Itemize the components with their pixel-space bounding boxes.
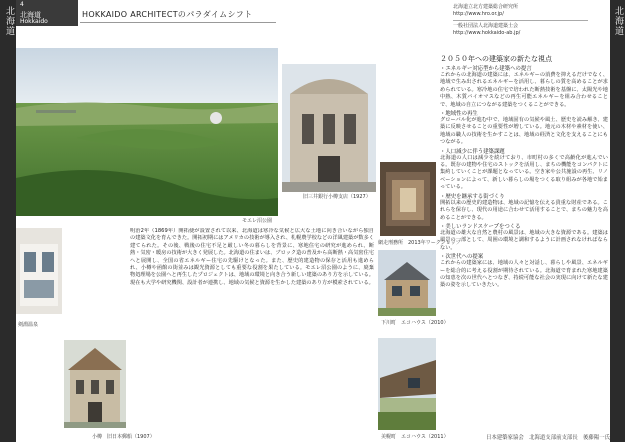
otaru-nyk-photo xyxy=(64,340,126,428)
info-org-2: 一般社団法人北海道建築士会 xyxy=(453,23,519,29)
author-credit: 日本建築家協会 北海道支部前支部長 後藤陽一氏 xyxy=(486,435,610,441)
abashiri-prison-photo xyxy=(380,162,436,236)
caption-moere-park: モエレ沼公園 xyxy=(242,218,273,224)
info-divider xyxy=(453,20,588,21)
bihoro-ecohouse-photo xyxy=(378,338,436,430)
right-sidebar-text: 北海道 xyxy=(613,6,623,36)
caption-kembuchi: 剣淵温泉 xyxy=(18,322,39,328)
shimokawa-ecohouse-photo xyxy=(378,250,436,316)
section-3-body: 北海道の人口は減少を続けており、市町村の多くで高齢化が進んでいる。既存の建物や住宅のストックを活用し、まちの機能をコンパクトに集約していくことが課題となっている。空き家や公共施設の再生、リノベーションによって、新しい暮らしの場をつくる取り組みが各地で始まっている。 xyxy=(440,154,608,191)
info-org-1: 北海道立北方建築総合研究所 xyxy=(453,4,519,10)
mitsui-bank-photo xyxy=(282,64,376,192)
section-2-body: グローバル化が進む中で、地域固有の気候や風土、歴史を読み解き、建築に反映させることの重要性が増している。地元の木材や素材を使い、地域の職人の技術を生かすことは、地域の経済と文化を支えることにもつながる。 xyxy=(440,117,608,146)
title-divider xyxy=(80,22,276,23)
caption-shimokawa: 下川町 エコハウス（2010） xyxy=(381,320,449,326)
section-4-heading: ・歴史を継承する街づくり xyxy=(440,193,505,200)
article-heading: ２０５０年への建築家の新たな視点 xyxy=(440,55,552,63)
caption-bihoro: 美幌町 エコハウス（2011） xyxy=(381,434,449,440)
intro-body-text: 明治2年（1869年）開拓使が設置されて以来、北海道は寒冷な気候と広大な土地に向き合いながら独自の建築文化を育んできた。開拓初期にはアメリカの技術が導入され、札幌農学校などの洋風建築が数多く建てられた。その後、戦後の住宅不足と厳しい冬の暮らしを背景に、寒地住宅の研究が進められ、断熱・気密・暖房の技術が大きく発展した。北海道の住まいは、ブロック造の普及から高断熱・高気密住宅へと展開し、全国の省エネルギー住宅の先駆けとなった。また、歴史的建造物の保存と活用も進められ、小樽や函館の街並みは観光資源としても重要な役割を果たしている。モエレ沼公園のように、廃棄物処理場を公園へと再生したプロジェクトは、地域の環境と向き合う新しい建築のあり方を示している。現在も大学や研究機関、設計者が連携し、地域の気候と資源を生かした建築のあり方が模索されている。 xyxy=(130,228,374,286)
region-header-block xyxy=(16,0,78,26)
section-5-heading: ・美しいランドスケープをつくる xyxy=(440,223,521,230)
section-5-body: 北海道の雄大な自然と農村の風景は、地域の大きな資源である。建築は風景の一部として、周囲の環境と調和するように計画されなければならない。 xyxy=(440,229,608,251)
region-name-en: Hokkaido xyxy=(20,18,48,25)
page-title: HOKKAIDO ARCHITECTのパラダイムシフト xyxy=(82,10,253,19)
section-4-body: 開拓以来の歴史的建造物は、地域の記憶を伝える貴重な財産である。これらを保存し、現代の用途に合わせて活用することで、まちの魅力を高めることができる。 xyxy=(440,199,608,221)
section-2-heading: ・地域性の再生 xyxy=(440,111,478,118)
section-number: 4 xyxy=(20,1,24,8)
article-column xyxy=(440,54,608,434)
info-url-2[interactable]: http://www.hokkaido-ab.jp/ xyxy=(453,30,521,36)
section-3-heading: ・人口減少に伴う建築課題 xyxy=(440,148,505,155)
right-sidebar-bar xyxy=(610,0,625,442)
info-url-1[interactable]: http://www.hro.or.jp/ xyxy=(453,11,504,17)
kembuchi-onsen-photo xyxy=(16,228,62,314)
section-6-body: これからの建築家には、地域の人々と対話し、暮らしや風景、エネルギーを総合的に考える役割が期待されている。北海道で育まれた寒地建築の知恵を次の世代へとつなぎ、持続可能な社会の実現に向けて新たな建築の姿を示していきたい。 xyxy=(440,260,608,289)
left-sidebar-text: 北海道 xyxy=(4,6,14,36)
caption-otaru-nyk: 小樽 旧日本郵船（1907） xyxy=(92,434,155,440)
section-6-heading: ・次世代への提案 xyxy=(440,254,484,261)
caption-abashiri: 網走刑務所 2013年ワークショップ xyxy=(378,240,461,246)
moere-park-photo xyxy=(16,48,278,216)
region-name-jp: 北海道 xyxy=(20,11,41,19)
section-1-body: これからの北海道の建築には、エネルギーの消費を抑えるだけでなく、地域で生み出されるエネルギーを活用し、暮らしの質を高めることが求められている。寒冷地の住宅で培われた断熱技術を基盤に、太陽光や地中熱、木質バイオマスなどの再生可能エネルギーを組み合わせることで、地域の自立につながる建築をつくることができる。 xyxy=(440,72,608,108)
section-1-heading: ・エネルギー対応型から建築への提言 xyxy=(440,66,532,72)
info-block xyxy=(453,4,588,37)
caption-mitsui-bank: 旧三井銀行小樽支店（1927） xyxy=(303,194,371,200)
left-sidebar-bar xyxy=(0,0,16,442)
